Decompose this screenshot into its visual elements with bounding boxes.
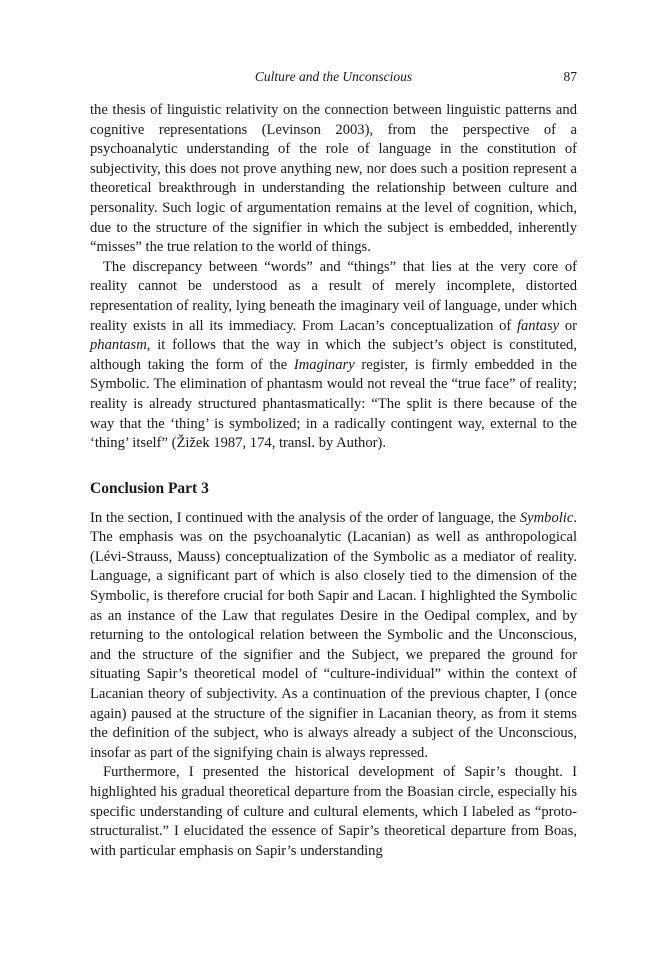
paragraph-conclusion [90, 509, 577, 764]
text-run: The discrepancy between “words” and “things” that lies at the very core of reality cannot be understood as a result of merely incomplete, distorted representation of reality, lying beneath the imaginary veil of language, under which reality exists in all its immediacy. From Lacan’s conceptualization of [90, 258, 577, 334]
paragraph-discrepancy [90, 258, 577, 454]
text-run: , it follows that the way in which the subject’s object is constituted, although taking the form of the [90, 337, 577, 373]
page-number: 87 [563, 69, 577, 84]
body-text [90, 101, 577, 861]
paragraph-continued: the thesis of linguistic relativity on the connection between linguistic patterns and cognitive representations (Levinson 2003), from the perspective of a psychoanalytic understanding of the role of language in the constitution of subjectivity, this does not prove anything new, nor does such a position represent a theoretical breakthrough in understanding the relationship between culture and personality. Such logic of argumentation remains at the level of cognition, which, due to the structure of the signifier in which the subject is embedded, inherently “misses” the true relation to the world of things. [90, 102, 577, 256]
section-heading: Conclusion Part 3 [90, 479, 209, 497]
text-run: . The emphasis was on the psychoanalytic (Lacanian) as well as anthropological (Lévi-Strauss, Mauss) conceptualization of the Symbolic as a mediator of reality. Language, a significant part of which is also closely tied to the dimension of the Symbolic, is therefore crucial for both Sapir and Lacan. I highlighted the Symbolic as an instance of the Law that regulates Desire in the Oedipal complex, and by returning to the ontological relation between the Symbolic and the Unconscious, and the structure of the signifier and the Subject, we prepared the ground for situating Sapir’s theoretical model of “culture-individual” within the context of Lacanian theory of subjectivity. As a continuation of the previous chapter, I (once again) paused at the structure of the signifier in Lacanian theory, as from it stems the definition of the subject, who is always already a subject of the Unconscious, insofar as part of the signifying chain is always repressed. [90, 509, 577, 761]
text-run: register, is firmly embedded in the Symbolic. The elimination of phantasm would not reveal the “true face” of reality; reality is already structured phantasmatically: “The split is there because of the way that the ‘thing’ is symbolized; in a radically contingent way, external to the ‘thing’ itself” (Žižek 1987, 174, transl. by Author). [90, 356, 578, 452]
italic-term-phantasm: phantasm [90, 337, 147, 354]
italic-term-symbolic: Symbolic [519, 509, 574, 526]
running-header [90, 67, 577, 87]
paragraph-sapir: Furthermore, I presented the historical development of Sapir’s thought. I highlighted his gradual theoretical departure from the Boasian circle, especially his specific understanding of culture and cultural elements, which I labeled as “proto-structuralist.” I elucidated the essence of Sapir’s theoretical departure from Boas, with particular emphasis on Sapir’s understanding [90, 764, 577, 859]
text-run: or [559, 317, 577, 334]
text-run: In the section, I continued with the analysis of the order of language, the [90, 509, 520, 526]
italic-term-imaginary: Imaginary [293, 356, 355, 373]
book-page [90, 0, 577, 975]
running-title: Culture and the Unconscious [254, 69, 413, 84]
italic-term-fantasy: fantasy [516, 317, 560, 334]
